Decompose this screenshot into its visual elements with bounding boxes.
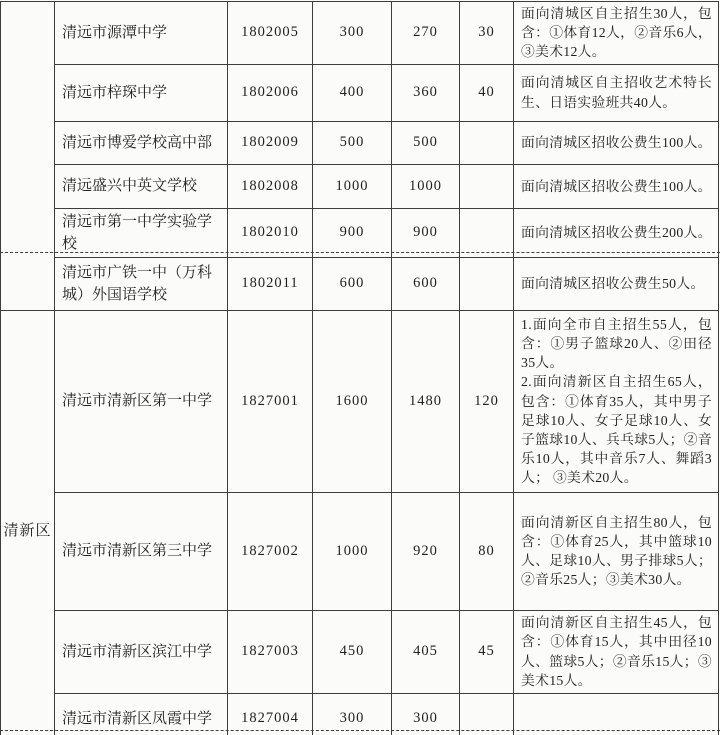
note-cell	[514, 311, 719, 493]
plan-col3-cell	[460, 122, 514, 165]
note-cell	[514, 165, 719, 209]
note-text: 面向清城区招收公费生100人。	[521, 178, 712, 194]
note-text-2: 2.面向清新区自主招生65人，包含：①体育35人，其中男子足球10人、女子足球10人、女子篮球10人、兵乓球5人；②音乐10人，其中音乐7人、舞蹈3人； ③美术20人。	[521, 374, 712, 486]
school-code-cell: 1827002	[228, 493, 313, 611]
district-cell-top	[1, 2, 55, 311]
school-name-cell: 清远市博爱学校高中部	[55, 122, 228, 165]
note-cell	[514, 611, 719, 694]
plan-col2-cell: 270	[392, 2, 460, 65]
school-code-cell: 1802010	[228, 209, 313, 258]
table-row	[1, 65, 719, 122]
plan-total-cell: 400	[313, 65, 392, 122]
plan-total-cell: 450	[313, 611, 392, 694]
table-row	[1, 165, 719, 209]
plan-col2-cell: 600	[392, 258, 460, 311]
note-text: 1.面向全市自主招生55人，包含：①男子篮球20人、②田径35人。	[521, 316, 712, 371]
note-cell	[514, 209, 719, 258]
school-code-cell: 1802009	[228, 122, 313, 165]
school-name-cell: 清远市源潭中学	[55, 2, 228, 65]
school-name-cell: 清远市第一中学实验学校	[55, 209, 228, 258]
plan-col3-cell	[460, 209, 514, 258]
plan-col2-cell: 405	[392, 611, 460, 694]
table-row	[1, 493, 719, 611]
school-name-cell: 清远市清新区第一中学	[55, 311, 228, 493]
note-text: 面向清城区自主招收艺术特长生、日语实验班共40人。	[521, 75, 712, 110]
plan-col2-cell: 300	[392, 694, 460, 735]
table-row	[1, 311, 719, 493]
district-cell-bottom: 清新区	[1, 311, 55, 735]
plan-total-cell: 500	[313, 122, 392, 165]
school-code-cell: 1802011	[228, 258, 313, 311]
school-name-cell: 清远市广铁一中（万科城）外国语学校	[55, 258, 228, 311]
admission-plan-table	[0, 1, 719, 735]
school-code-cell: 1827003	[228, 611, 313, 694]
plan-col2-cell: 500	[392, 122, 460, 165]
table-row	[1, 611, 719, 694]
note-text: 面向清城区招收公费生50人。	[521, 276, 705, 291]
school-name-cell: 清远市梓琛中学	[55, 65, 228, 122]
table-row	[1, 209, 719, 258]
note-text: 面向清城区招收公费生200人。	[521, 225, 712, 240]
note-text: 面向清新区自主招生80人，包含：①体育25人，其中篮球10人、足球10人、男子排球5人；②音乐25人；③美术30人。	[521, 514, 712, 588]
note-cell	[514, 694, 719, 735]
plan-col3-cell	[460, 258, 514, 311]
plan-total-cell: 1000	[313, 165, 392, 209]
school-name-cell: 清远市清新区第三中学	[55, 493, 228, 611]
table-row	[1, 2, 719, 65]
school-code-cell: 1827004	[228, 694, 313, 735]
note-cell	[514, 2, 719, 65]
plan-col2-cell: 900	[392, 209, 460, 258]
note-text: 面向清新区自主招生45人，包含：①体育15人，其中田径10人、篮球5人；②音乐15人；③美术15人。	[521, 615, 712, 688]
plan-col3-cell: 45	[460, 611, 514, 694]
table-row	[1, 694, 719, 735]
plan-total-cell: 300	[313, 694, 392, 735]
plan-col2-cell: 360	[392, 65, 460, 122]
school-name-cell: 清远市清新区凤霞中学	[55, 694, 228, 735]
school-name-cell: 清远盛兴中英文学校	[55, 165, 228, 209]
page-split-dashed-line-bottom	[0, 730, 720, 731]
plan-col3-cell: 120	[460, 311, 514, 493]
school-code-cell: 1827001	[228, 311, 313, 493]
note-cell	[514, 493, 719, 611]
table-row	[1, 122, 719, 165]
plan-total-cell: 900	[313, 209, 392, 258]
school-code-cell: 1802006	[228, 65, 313, 122]
plan-col3-cell	[460, 165, 514, 209]
plan-col2-cell: 1000	[392, 165, 460, 209]
plan-col3-cell: 80	[460, 493, 514, 611]
school-code-cell: 1802005	[228, 2, 313, 65]
note-cell	[514, 65, 719, 122]
plan-total-cell: 1000	[313, 493, 392, 611]
note-cell	[514, 122, 719, 165]
plan-col2-cell: 920	[392, 493, 460, 611]
school-code-cell: 1802008	[228, 165, 313, 209]
note-text: 面向清城区招收公费生100人。	[521, 135, 712, 150]
plan-total-cell: 1600	[313, 311, 392, 493]
note-cell	[514, 258, 719, 311]
page-split-dashed-line-top	[0, 252, 720, 253]
plan-total-cell: 600	[313, 258, 392, 311]
table-row	[1, 258, 719, 311]
note-text: 面向清城区自主招生30人，包含：①体育12人，②音乐6人，③美术12人。	[521, 6, 712, 60]
plan-col3-cell: 40	[460, 65, 514, 122]
plan-col3-cell	[460, 694, 514, 735]
plan-col2-cell: 1480	[392, 311, 460, 493]
plan-col3-cell: 30	[460, 2, 514, 65]
school-name-cell: 清远市清新区滨江中学	[55, 611, 228, 694]
plan-total-cell: 300	[313, 2, 392, 65]
